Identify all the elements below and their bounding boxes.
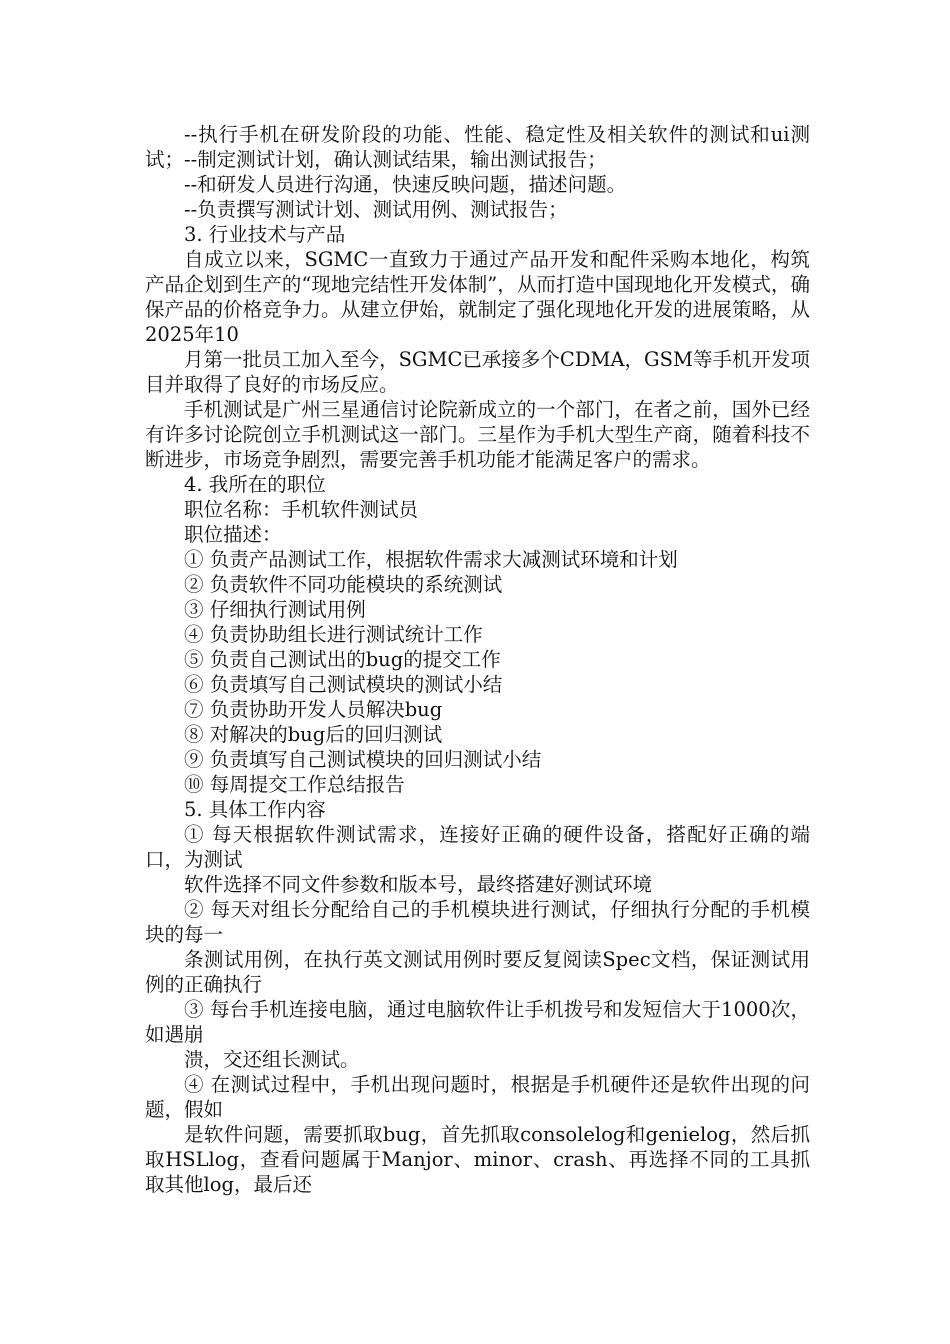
paragraph: 溃，交还组长测试。	[184, 1048, 360, 1071]
paragraph: ③ 每台手机连接电脑，通过电脑软件让手机拨号和发短信大于1000次，如遇崩	[145, 998, 810, 1046]
paragraph: ② 每天对组长分配给自己的手机模块进行测试，仔细执行分配的手机模块的每一	[145, 898, 810, 946]
paragraph: --负责撰写测试计划、测试用例、测试报告；	[184, 198, 568, 221]
paragraph: 是软件问题，需要抓取bug，首先抓取consolelog和genielog，然后抓取HSLlog，查看问题属于Manjor、minor、crash、再选择不同的工具抓取其他log，最后还	[145, 1123, 810, 1196]
paragraph: 月第一批员工加入至今，SGMC已承接多个CDMA，GSM等手机开发项目并取得了良好的市场反应。	[145, 348, 810, 396]
paragraph: 自成立以来，SGMC一直致力于通过产品开发和配件采购本地化，构筑产品企划到生产的“现地完结性开发体制”，从而打造中国现地化开发模式，确保产品的价格竞争力。从建立伊始，就制定了强化现地化开发的进展策略，从2025年10	[145, 248, 810, 346]
paragraph: ① 每天根据软件测试需求，连接好正确的硬件设备，搭配好正确的端口，为测试	[145, 823, 810, 871]
section-heading: 3. 行业技术与产品	[184, 223, 346, 246]
list-item: ② 负责软件不同功能模块的系统测试	[184, 573, 503, 596]
section-heading: 4. 我所在的职位	[184, 473, 326, 496]
paragraph: --和研发人员进行沟通，快速反映问题，描述问题。	[184, 173, 627, 196]
paragraph: 条测试用例，在执行英文测试用例时要反复阅读Spec文档，保证测试用例的正确执行	[145, 948, 810, 996]
document-page	[145, 122, 810, 1197]
list-item: ⑩ 每周提交工作总结报告	[184, 773, 405, 796]
paragraph: 软件选择不同文件参数和版本号，最终搭建好测试环境	[184, 873, 653, 896]
list-item: ① 负责产品测试工作，根据软件需求大减测试环境和计划	[184, 548, 678, 571]
list-item: ⑥ 负责填写自己测试模块的测试小结	[184, 673, 503, 696]
list-item: ⑧ 对解决的bug后的回归测试	[184, 723, 443, 746]
paragraph: 职位描述：	[184, 523, 282, 546]
paragraph: ④ 在测试过程中，手机出现问题时，根据是手机硬件还是软件出现的问题，假如	[145, 1073, 810, 1121]
paragraph: --执行手机在研发阶段的功能、性能、稳定性及相关软件的测试和ui测试；--制定测试计划，确认测试结果，输出测试报告；	[145, 123, 810, 171]
paragraph: 职位名称：手机软件测试员	[184, 498, 419, 521]
list-item: ④ 负责协助组长进行测试统计工作	[184, 623, 483, 646]
list-item: ⑤ 负责自己测试出的bug的提交工作	[184, 648, 501, 671]
section-heading: 5. 具体工作内容	[184, 798, 326, 821]
list-item: ⑨ 负责填写自己测试模块的回归测试小结	[184, 748, 542, 771]
list-item: ⑦ 负责协助开发人员解决bug	[184, 698, 443, 721]
list-item: ③ 仔细执行测试用例	[184, 598, 366, 621]
paragraph: 手机测试是广州三星通信讨论院新成立的一个部门，在者之前，国外已经有许多讨论院创立手机测试这一部门。三星作为手机大型生产商，随着科技不断进步，市场竞争剧烈，需要完善手机功能才能满足客户的需求。	[145, 398, 810, 471]
